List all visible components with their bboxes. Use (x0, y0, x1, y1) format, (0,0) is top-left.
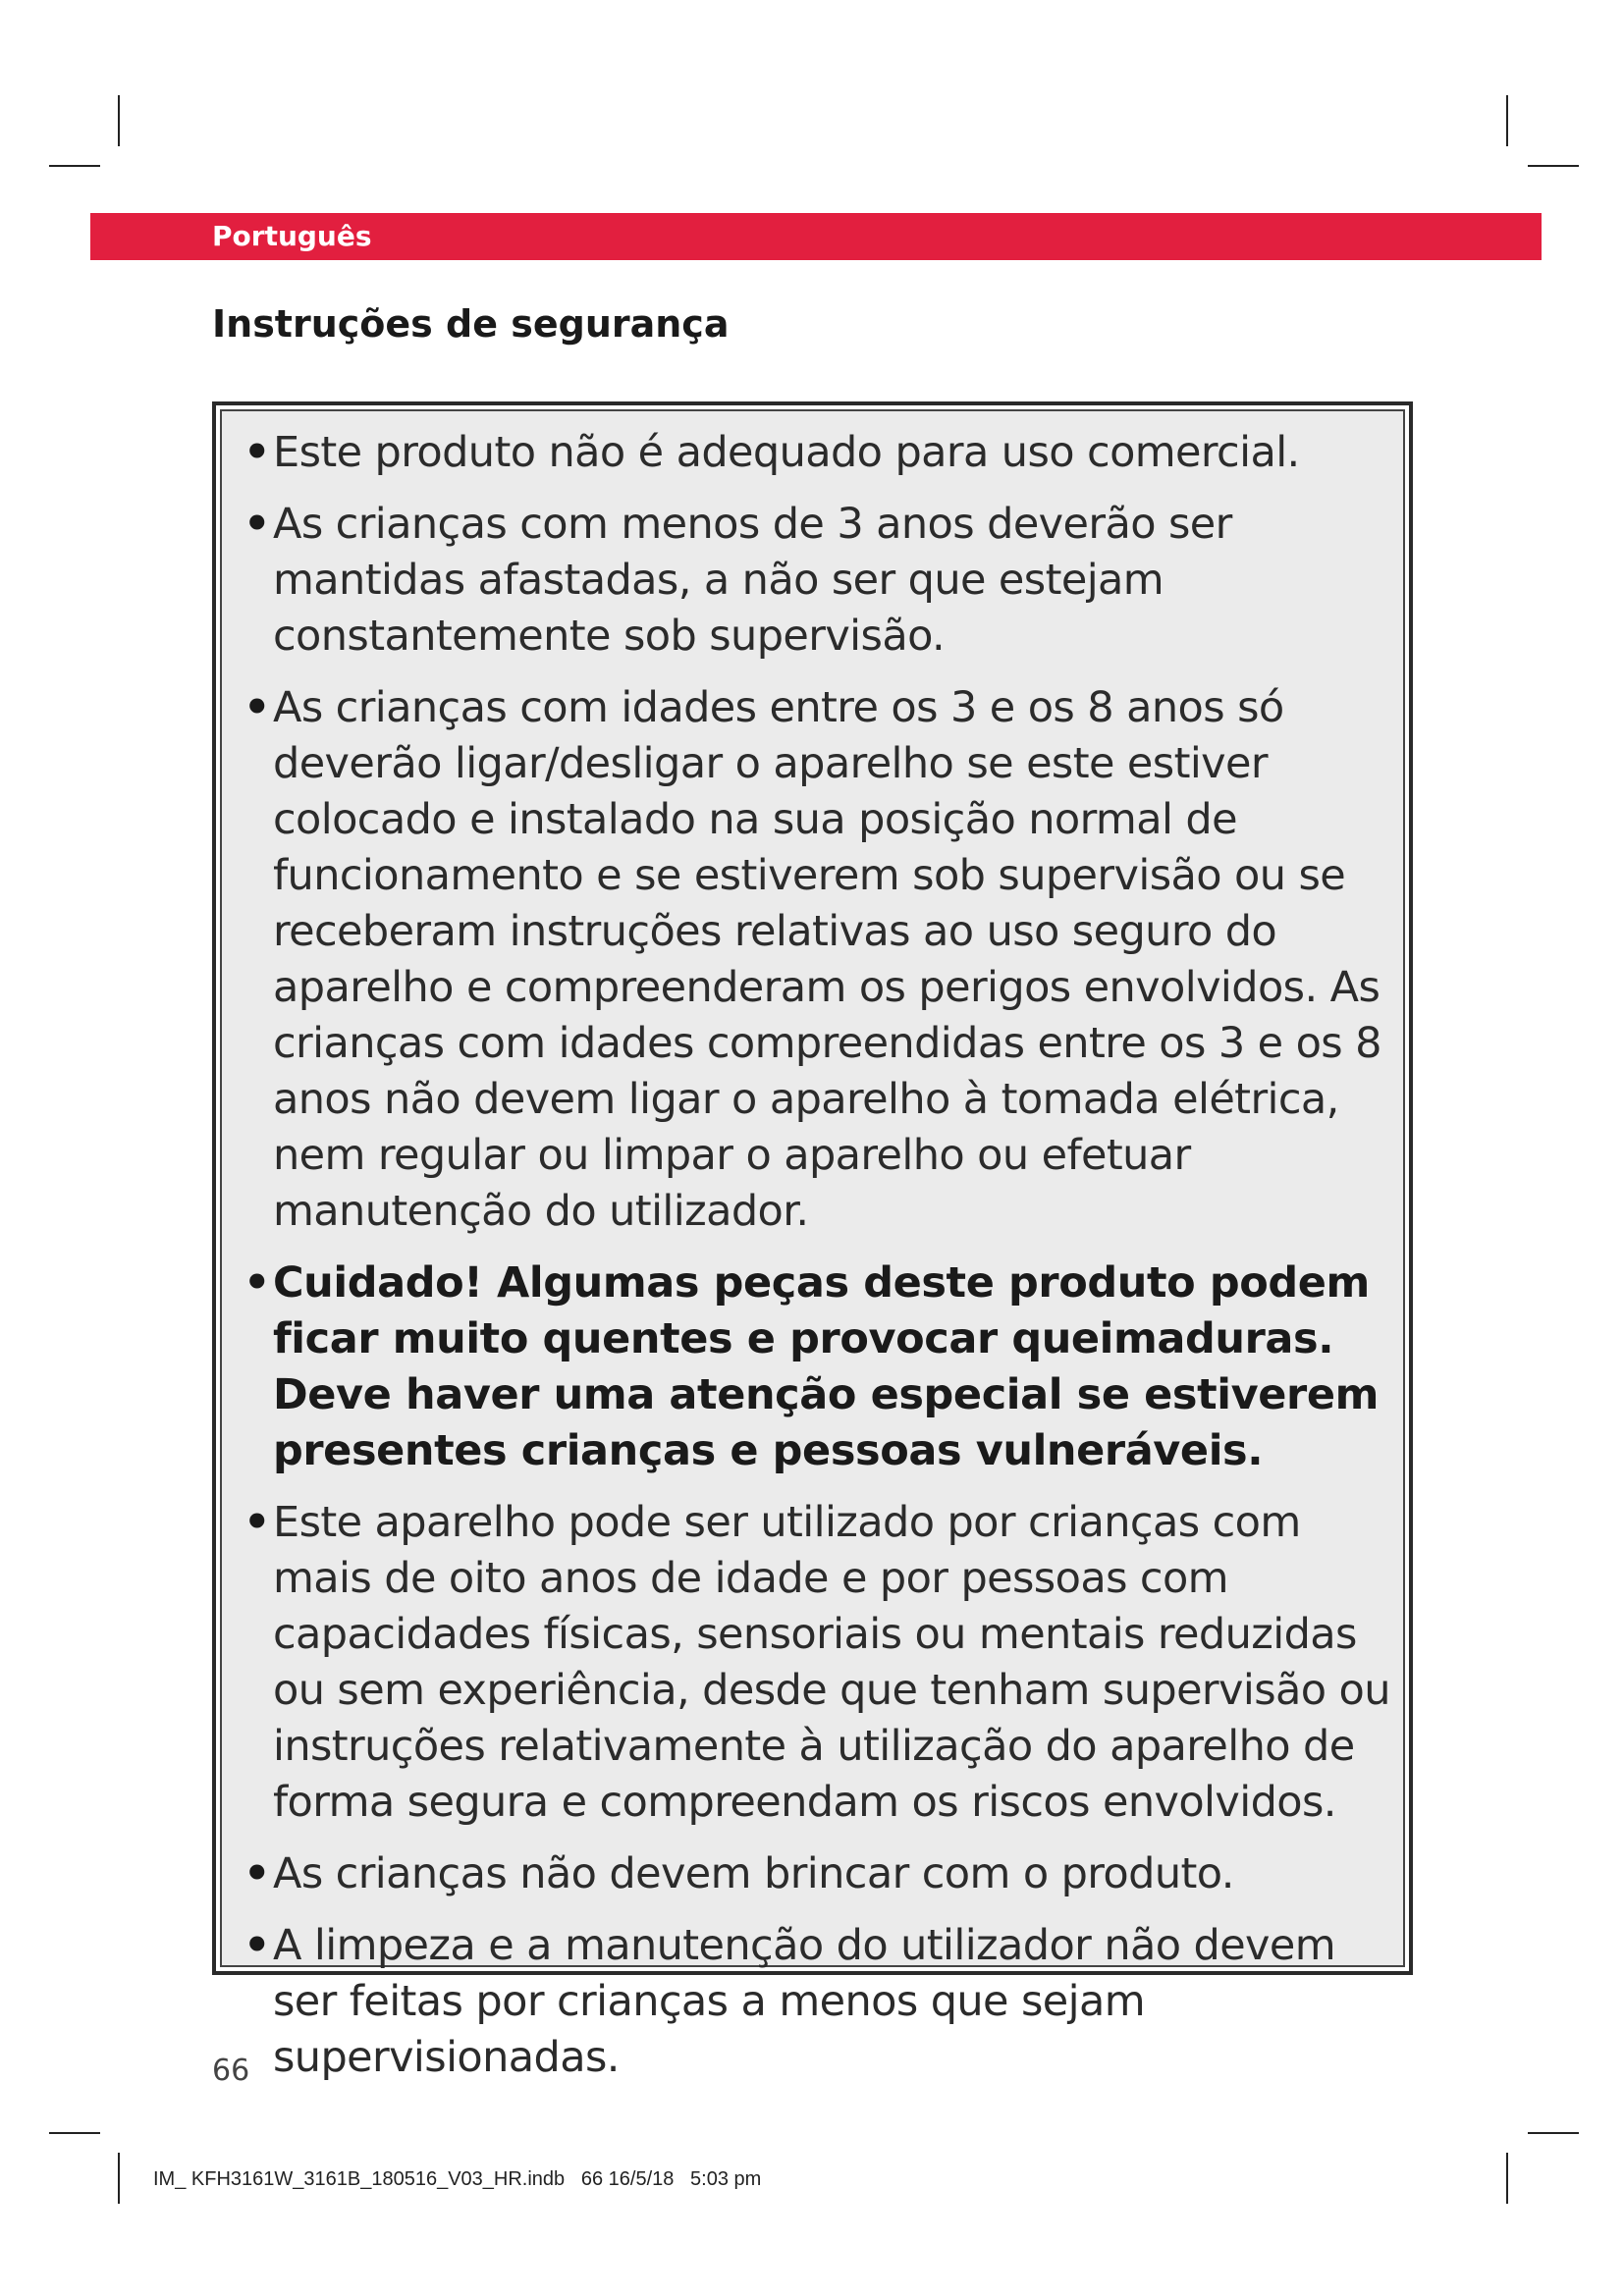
language-label: Português (212, 220, 372, 252)
safety-warning-text: Cuidado! Algumas peças deste produto podem ficar muito quentes e provocar queimaduras. Deve haver uma atenção especial se estiverem presentes crianças e pessoas vulneráveis. (273, 1258, 1379, 1475)
crop-mark (1528, 2132, 1579, 2134)
bullet-icon: • (244, 683, 270, 732)
crop-mark (118, 2153, 120, 2204)
safety-item-text: As crianças com menos de 3 anos deverão ser mantidas afastadas, a não ser que estejam constantemente sob supervisão. (273, 500, 1232, 661)
safety-item-text: As crianças não devem brincar com o produto. (273, 1849, 1234, 1898)
bullet-icon: • (244, 428, 270, 477)
bullet-icon: • (244, 1258, 271, 1308)
safety-item (244, 680, 1402, 1240)
safety-item-text: Este aparelho pode ser utilizado por crianças com mais de oito anos de idade e por pessoas com capacidades físicas, sensoriais ou mentais reduzidas ou sem experiência, desde que tenham supervisão ou instruções relativamente à utilização do aparelho de forma segura e compreendam os riscos envolvidos. (273, 1498, 1390, 1827)
safety-item-text: As crianças com idades entre os 3 e os 8 anos só deverão ligar/desligar o aparelho se este estiver colocado e instalado na sua posição normal de funcionamento e se estiverem sob supervisão ou se receberam instruções relativas ao uso seguro do aparelho e compreenderam os perigos envolvidos. As crianças com idades compreendidas entre os 3 e os 8 anos não devem ligar o aparelho à tomada elétrica, nem regular ou limpar o aparelho ou efetuar manutenção do utilizador. (273, 683, 1381, 1236)
safety-item (244, 425, 1402, 481)
bullet-icon: • (244, 500, 270, 549)
safety-list (244, 425, 1402, 2102)
safety-item-text: A limpeza e a manutenção do utilizador não devem ser feitas por crianças a menos que sejam supervisionadas. (273, 1921, 1336, 2082)
bullet-icon: • (244, 1849, 270, 1898)
language-bar (90, 213, 1542, 260)
section-title: Instruções de segurança (212, 302, 730, 346)
crop-mark (49, 2132, 100, 2134)
safety-item (244, 1918, 1402, 2086)
bullet-icon: • (244, 1921, 270, 1970)
print-slug: IM_ KFH3161W_3161B_180516_V03_HR.indb 66 16/5/18 5:03 pm (153, 2168, 762, 2190)
safety-warning-item (244, 1255, 1402, 1479)
page-number: 66 (212, 2054, 250, 2088)
crop-mark (118, 95, 120, 146)
crop-mark (49, 165, 100, 167)
safety-item (244, 1495, 1402, 1831)
safety-item (244, 497, 1402, 665)
crop-mark (1506, 95, 1508, 146)
crop-mark (1506, 2153, 1508, 2204)
bullet-icon: • (244, 1498, 270, 1547)
safety-item-text: Este produto não é adequado para uso comercial. (273, 428, 1300, 477)
safety-item (244, 1846, 1402, 1902)
crop-mark (1528, 165, 1579, 167)
